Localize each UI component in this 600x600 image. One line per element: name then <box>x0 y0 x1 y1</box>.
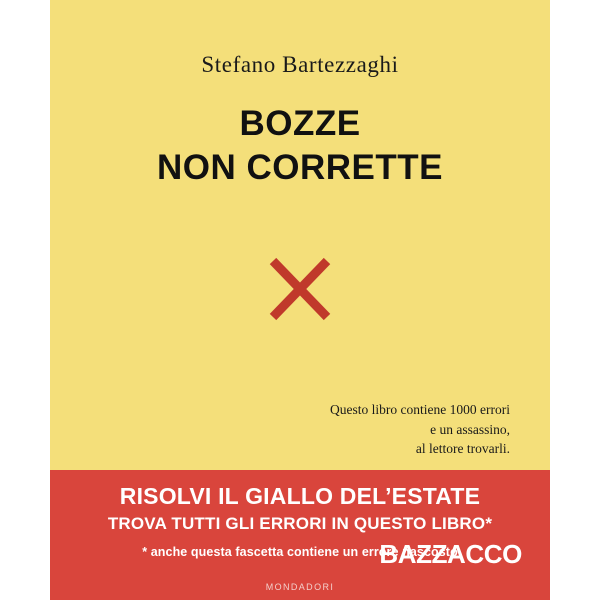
cover-blurb <box>330 400 510 459</box>
book-title-line-2: NON CORRETTE <box>157 147 443 187</box>
publisher-logo: BAZZACCO <box>379 539 522 569</box>
x-cross-icon <box>50 255 550 335</box>
promo-headline: RISOLVI IL GIALLO DEL’ESTATE <box>119 483 481 509</box>
promo-footnote: * anche questa fascetta contiene un errore nascosto <box>142 545 458 559</box>
promo-subhead: TROVA TUTTI GLI ERRORI IN QUESTO LIBRO* <box>107 514 493 533</box>
book-cover <box>50 0 550 600</box>
author-name: Stefano Bartezzaghi <box>201 52 399 77</box>
book-title-line-1: BOZZE <box>239 104 361 143</box>
cover-blurb-line-3: al lettore trovarli. <box>415 441 510 457</box>
promo-band <box>50 470 550 600</box>
cover-blurb-line-1: Questo libro contiene 1000 errori <box>330 402 510 417</box>
imprint-name: MONDADORI <box>265 582 335 592</box>
book-title <box>50 102 550 190</box>
cover-blurb-line-2: e un assassino, <box>430 421 510 437</box>
